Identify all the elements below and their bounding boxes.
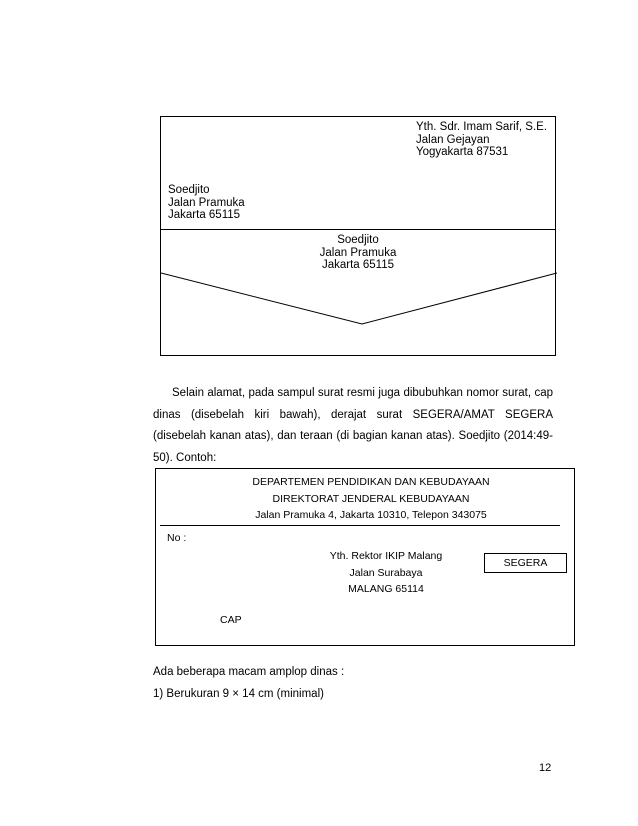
address-line: Jalan Surabaya [349,566,423,579]
following-text [153,661,344,705]
address-line: Jalan Pramuka [168,196,245,209]
list-item: 1) Berukuran 9 × 14 cm (minimal) [153,688,324,700]
letterhead-line: DIREKTORAT JENDERAL KEBUDAYAAN [272,492,470,505]
letterhead-divider [160,525,560,526]
envelope-example-1 [160,116,556,356]
recipient-address [416,121,547,159]
address-line: Soedjito [168,184,210,196]
body-paragraph [153,383,553,469]
letterhead-line: DEPARTEMEN PENDIDIKAN DAN KEBUDAYAAN [252,476,490,488]
address-line: Jakarta 65115 [168,209,241,221]
letterhead [156,474,586,524]
stamp-label: CAP [220,614,242,626]
address-line: Jalan Pramuka [319,246,397,259]
address-line: MALANG 65114 [348,583,424,595]
sender-address [168,184,245,222]
flap-sender-address [161,234,555,272]
paragraph-text: Selain alamat, pada sampul surat resmi juga dibubuhkan nomor surat, cap dinas (disebelah kiri bawah), derajat surat SEGERA/AMAT SEGERA (disebelah kanan atas), dan teraan (di bagian kanan atas). Soedjito (2014:49-50). Contoh: [153,387,553,464]
address-line: Yth. Rektor IKIP Malang [329,550,443,562]
recipient-address [296,548,476,598]
address-line: Yogyakarta 87531 [416,146,509,158]
address-line: Jalan Gejayan [416,133,490,146]
letter-number-label: No : [167,532,187,544]
letterhead-line: Jalan Pramuka 4, Jakarta 10310, Telepon 343075 [255,509,487,521]
address-line: Soedjito [337,234,379,246]
address-line: Jakarta 65115 [321,259,395,271]
page-number: 12 [539,762,552,774]
text-line: Ada beberapa macam amplop dinas : [153,666,345,678]
address-line: Yth. Sdr. Imam Sarif, S.E. [416,121,548,133]
urgency-badge: SEGERA [484,553,567,573]
envelope-example-2 [155,468,575,646]
